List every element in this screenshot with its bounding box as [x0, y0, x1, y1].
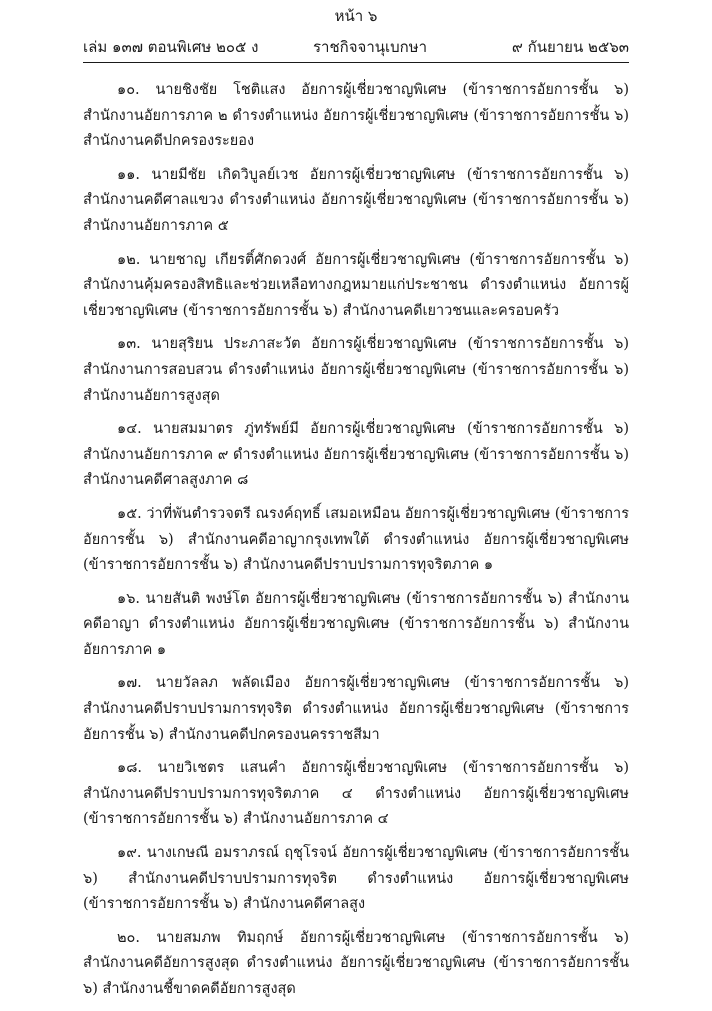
page-header: [83, 34, 629, 60]
volume-issue: เล่ม ๑๓๗ ตอนพิเศษ ๒๐๕ ง: [83, 38, 259, 56]
publication-date: ๙ กันยายน ๒๕๖๓: [511, 38, 629, 56]
appointment-entry: ๑๖. นายสันติ พงษ์โต อัยการผู้เชี่ยวชาญพิเศษ (ข้าราชการอัยการชั้น ๖) สำนักงานคดีอาญา ดำรงตำแหน่ง อัยการผู้เชี่ยวชาญพิเศษ (ข้าราชการอัยการชั้น ๖) สำนักงานอัยการภาค ๑: [83, 590, 629, 658]
appointment-entry: ๑๑. นายมีชัย เกิดวิบูลย์เวช อัยการผู้เชี่ยวชาญพิเศษ (ข้าราชการอัยการชั้น ๖) สำนักงานคดีศาลแขวง ดำรงตำแหน่ง อัยการผู้เชี่ยวชาญพิเศษ (ข้าราชการอัยการชั้น ๖) สำนักงานอัยการภาค ๕: [83, 166, 629, 234]
journal-title: ราชกิจจานุเบกษา: [313, 38, 428, 56]
appointment-entry: ๑๓. นายสุริยน ประภาสะวัต อัยการผู้เชี่ยวชาญพิเศษ (ข้าราชการอัยการชั้น ๖) สำนักงานการสอบสวน ดำรงตำแหน่ง อัยการผู้เชี่ยวชาญพิเศษ (ข้าราชการอัยการชั้น ๖) สำนักงานอัยการสูงสุด: [83, 336, 629, 404]
appointment-entry: ๑๕. ว่าที่พันตำรวจตรี ณรงค์ฤทธิ์ เสมอเหมือน อัยการผู้เชี่ยวชาญพิเศษ (ข้าราชการอัยการชั้น ๖) สำนักงานคดีอาญากรุงเทพใต้ ดำรงตำแหน่ง อัยการผู้เชี่ยวชาญพิเศษ (ข้าราชการอัยการชั้น ๖) สำนักงานคดีปราบปรามการทุจริตภาค ๑: [83, 505, 629, 574]
appointment-entry: ๑๐. นายชิงชัย โชติแสง อัยการผู้เชี่ยวชาญพิเศษ (ข้าราชการอัยการชั้น ๖) สำนักงานอัยการภาค ๒ ดำรงตำแหน่ง อัยการผู้เชี่ยวชาญพิเศษ (ข้าราชการอัยการชั้น ๖) สำนักงานคดีปกครองระยอง: [83, 82, 629, 150]
page-number: หน้า ๖: [334, 7, 378, 25]
appointment-entry: ๑๗. นายวัลลภ พลัดเมือง อัยการผู้เชี่ยวชาญพิเศษ (ข้าราชการอัยการชั้น ๖) สำนักงานคดีปราบปรามการทุจริต ดำรงตำแหน่ง อัยการผู้เชี่ยวชาญพิเศษ (ข้าราชการอัยการชั้น ๖) สำนักงานคดีปกครองนครราชสีมา: [83, 675, 629, 743]
appointment-entry: ๑๘. นายวิเชตร แสนคำ อัยการผู้เชี่ยวชาญพิเศษ (ข้าราชการอัยการชั้น ๖) สำนักงานคดีปราบปรามการทุจริตภาค ๔ ดำรงตำแหน่ง อัยการผู้เชี่ยวชาญพิเศษ (ข้าราชการอัยการชั้น ๖) สำนักงานอัยการภาค ๔: [83, 760, 629, 828]
header-rule: [83, 62, 629, 63]
appointment-entry: ๑๙. นางเกษณี อมราภรณ์ ฤชุโรจน์ อัยการผู้เชี่ยวชาญพิเศษ (ข้าราชการอัยการชั้น ๖) สำนักงานคดีปราบปรามการทุจริต ดำรงตำแหน่ง อัยการผู้เชี่ยวชาญพิเศษ (ข้าราชการอัยการชั้น ๖) สำนักงานคดีศาลสูง: [83, 845, 629, 913]
appointment-entry: ๑๒. นายชาญ เกียรติ์ศักดวงศ์ อัยการผู้เชี่ยวชาญพิเศษ (ข้าราชการอัยการชั้น ๖) สำนักงานคุ้มครองสิทธิและช่วยเหลือทางกฎหมายแก่ประชาชน ดำรงตำแหน่ง อัยการผู้เชี่ยวชาญพิเศษ (ข้าราชการอัยการชั้น ๖) สำนักงานคดีเยาวชนและครอบครัว: [83, 251, 629, 319]
appointment-list: [83, 78, 629, 1011]
appointment-entry: ๒๐. นายสมภพ ทิมฤกษ์ อัยการผู้เชี่ยวชาญพิเศษ (ข้าราชการอัยการชั้น ๖) สำนักงานคดีอัยการสูงสุด ดำรงตำแหน่ง อัยการผู้เชี่ยวชาญพิเศษ (ข้าราชการอัยการชั้น ๖) สำนักงานชี้ขาดคดีอัยการสูงสุด: [83, 929, 629, 997]
appointment-entry: ๑๔. นายสมมาตร ภู่ทรัพย์มี อัยการผู้เชี่ยวชาญพิเศษ (ข้าราชการอัยการชั้น ๖) สำนักงานอัยการภาค ๙ ดำรงตำแหน่ง อัยการผู้เชี่ยวชาญพิเศษ (ข้าราชการอัยการชั้น ๖) สำนักงานคดีศาลสูงภาค ๘: [83, 421, 629, 489]
